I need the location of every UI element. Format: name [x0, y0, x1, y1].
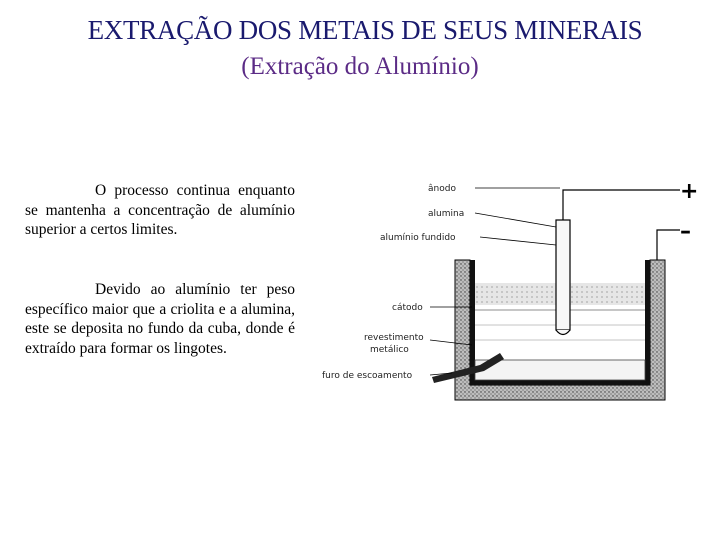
electrolytic-cell-diagram — [320, 175, 710, 415]
paragraph-density-first: Devido ao alumínio ter — [95, 281, 257, 298]
cathode-wire — [657, 230, 680, 260]
label-anodo: ânodo — [428, 184, 456, 194]
slide-subtitle: (Extração do Alumínio) — [241, 53, 479, 80]
label-revestimento-line2: metálico — [370, 345, 409, 355]
label-catodo: cátodo — [392, 303, 423, 313]
paragraph-process-first: O processo continua — [95, 182, 231, 199]
label-furo-escoamento: furo de escoamento — [322, 371, 413, 381]
label-revestimento-line1: revestimento — [364, 333, 424, 343]
anode-wire — [563, 190, 680, 220]
label-aluminio-fundido: alumínio fundido — [380, 233, 456, 243]
paragraph-density-rest: peso específico maior que a criolita e a alumina, este se deposita no fundo da cuba, donde é extraído para formar os lingotes. — [25, 281, 295, 357]
paragraph-density — [25, 280, 295, 358]
paragraph-process — [25, 181, 295, 240]
minus-sign: – — [680, 219, 691, 244]
anode — [556, 220, 570, 330]
label-alumina: alumina — [428, 209, 465, 219]
molten-aluminum — [475, 360, 645, 380]
paragraph-process-rest: enquanto se mantenha a concentração de alumínio superior a certos limites. — [25, 182, 295, 238]
slide-title: EXTRAÇÃO DOS METAIS DE SEUS MINERAIS — [87, 15, 643, 45]
plus-sign: + — [680, 179, 699, 204]
